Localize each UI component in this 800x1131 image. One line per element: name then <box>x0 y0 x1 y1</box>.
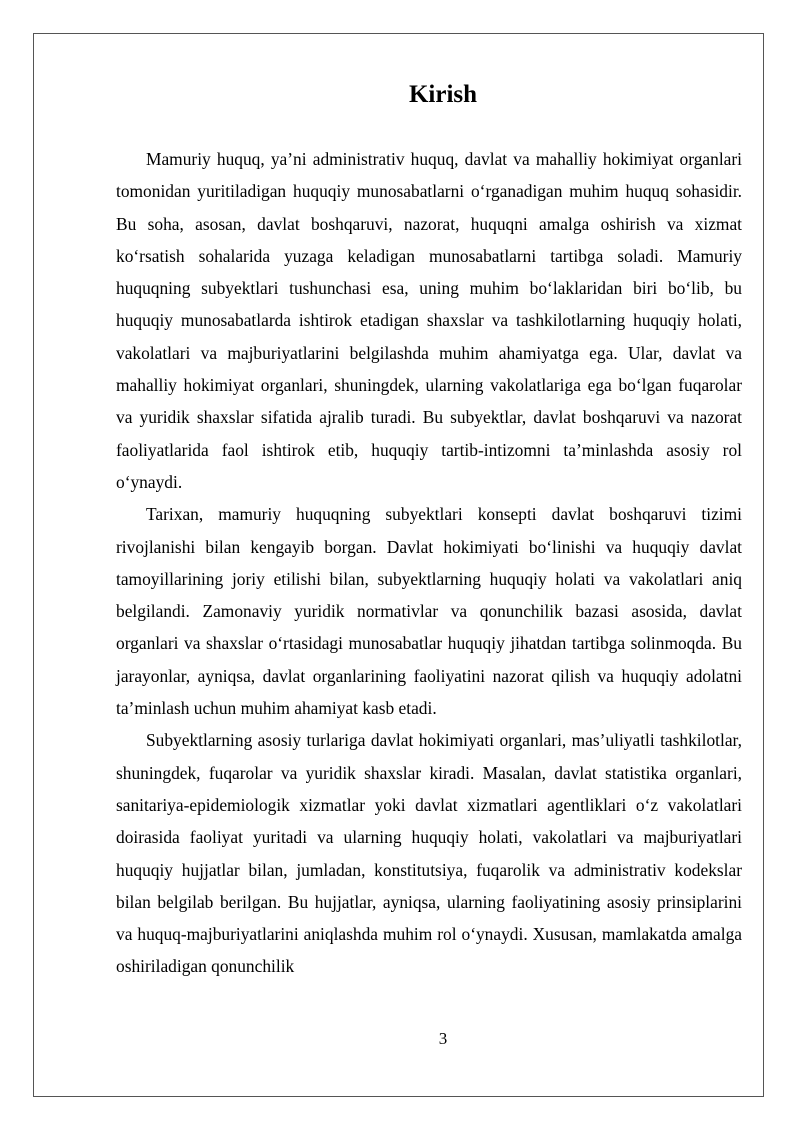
paragraph-list <box>116 143 742 983</box>
paragraph: Mamuriy huquq, ya’ni administrativ huquq, davlat va mahalliy hokimiyat organlari tomonidan yuritiladigan huquqiy munosabatlarni o‘rganadigan muhim huquq sohasidir. Bu soha, asosan, davlat boshqaruvi, nazorat, huquqni amalga oshirish va xizmat ko‘rsatish sohalarida yuzaga keladigan munosabatlarni tartibga soladi. Mamuriy huquqning subyektlari tushunchasi esa, uning muhim bo‘laklaridan biri bo‘lib, bu huquqiy munosabatlarda ishtirok etadigan shaxslar va tashkilotlarning huquqiy holati, vakolatlari va majburiyatlarini belgilashda muhim ahamiyatga ega. Ular, davlat va mahalliy hokimiyat organlari, shuningdek, ularning vakolatlariga ega bo‘lgan fuqarolar va yuridik shaxslar sifatida ajralib turadi. Bu subyektlar, davlat boshqaruvi va nazorat faoliyatlarida faol ishtirok etib, huquqiy tartib-intizomni ta’minlashda asosiy rol o‘ynaydi. <box>116 149 742 492</box>
page-title: Kirish <box>408 81 478 108</box>
paragraph: Tarixan, mamuriy huquqning subyektlari konsepti davlat boshqaruvi tizimi rivojlanishi bilan kengayib borgan. Davlat hokimiyati bo‘linishi va huquqiy davlat tamoyillarining joriy etilishi bilan, subyektlarning huquqiy holati va vakolatlari aniq belgilandi. Zamonaviy yuridik normativlar va qonunchilik bazasi asosida, davlat organlari va shaxslar o‘rtasidagi munosabatlar huquqiy jihatdan tartibga solinmoqda. Bu jarayonlar, ayniqsa, davlat organlarining faoliyatini nazorat qilish va huquqiy adolatni ta’minlash uchun muhim ahamiyat kasb etadi. <box>116 504 742 719</box>
page-number: 3 <box>438 1029 448 1048</box>
paragraph: Subyektlarning asosiy turlariga davlat hokimiyati organlari, mas’uliyatli tashkilotlar, shuningdek, fuqarolar va yuridik shaxslar kiradi. Masalan, davlat statistika organlari, sanitariya-epidemiologik xizmatlar yoki davlat xizmatlari agentliklari o‘z vakolatlari doirasida faoliyat yuritadi va ularning huquqiy holati, vakolatlari va majburiyatlari huquqiy hujjatlar bilan, jumladan, konstitutsiya, fuqarolik va administrativ kodekslar bilan belgilab berilgan. Bu hujjatlar, ayniqsa, ularning faoliyatining asosiy prinsiplarini va huquq-majburiyatlarini aniqlashda muhim rol o‘ynaydi. Xususan, mamlakatda amalga oshiriladigan qonunchilik <box>116 730 742 977</box>
document-body <box>116 72 742 983</box>
